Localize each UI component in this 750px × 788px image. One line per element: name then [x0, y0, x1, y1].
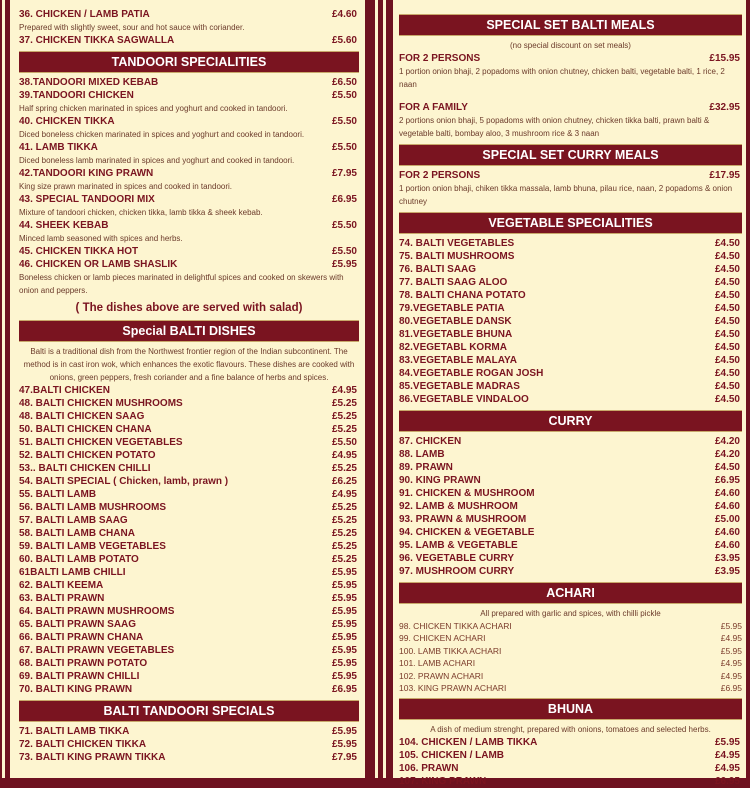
- menu-item: 48. BALTI CHICKEN MUSHROOMS £5.25: [19, 398, 357, 409]
- menu-item: 58. BALTI LAMB CHANA £5.25: [19, 528, 357, 539]
- menu-item: 43. SPECIAL TANDOORI MIX £6.95: [19, 194, 357, 205]
- section-banner-set-curry: SPECIAL SET CURRY MEALS: [399, 144, 742, 166]
- section-banner-vegetable: VEGETABLE SPECIALITIES: [399, 212, 742, 234]
- section-banner-set-balti: SPECIAL SET BALTI MEALS: [399, 14, 742, 36]
- balti-tandoori-list: [19, 725, 359, 764]
- menu-item: 102. PRAWN ACHARI £4.95: [399, 670, 742, 681]
- menu-item: 61BALTI LAMB CHILLI £5.95: [19, 567, 357, 578]
- item-description: 1 portion onion bhaji, 2 popadoms with onion chutney, chicken balti, vegetable balti, 1 rice, 2 naan: [399, 67, 725, 89]
- menu-item: 79.VEGETABLE PATIA £4.50: [399, 303, 740, 314]
- vegetable-list: [399, 237, 742, 406]
- left-column: [10, 0, 365, 778]
- item-description: Half spring chicken marinated in spices and yoghurt and cooked in tandoori.: [19, 104, 288, 113]
- menu-item: 81.VEGETABLE BHUNA £4.50: [399, 329, 740, 340]
- item-description: 1 portion onion bhaji, chiken tikka massala, lamb bhuna, pilau rice, naan, 2 popadoms & onion chutney: [399, 184, 733, 206]
- menu-item: 98. CHICKEN TIKKA ACHARI £5.95: [399, 621, 742, 631]
- menu-item: 59. BALTI LAMB VEGETABLES £5.25: [19, 541, 357, 552]
- section-banner-curry: CURRY: [399, 410, 742, 432]
- item-description: Prepared with slightly sweet, sour and hot sauce with coriander.: [19, 23, 245, 32]
- menu-item: 60. BALTI LAMB POTATO £5.25: [19, 554, 357, 565]
- item-description: Mixture of tandoori chicken, chicken tikka, lamb tikka & sheek kebab.: [19, 208, 263, 217]
- menu-item: 76. BALTI SAAG £4.50: [399, 264, 740, 275]
- menu-item: 77. BALTI SAAG ALOO £4.50: [399, 277, 740, 288]
- section-subtitle: A dish of medium strenght, prepared with onions, tomatoes and selected herbs.: [430, 725, 711, 735]
- menu-item: 38.TANDOORI MIXED KEBAB £6.50: [19, 77, 357, 88]
- menu-item: 84.VEGETABLE ROGAN JOSH £4.50: [399, 368, 740, 379]
- border-stripe: [375, 0, 378, 778]
- menu-item: 88. LAMB £4.20: [399, 449, 740, 460]
- menu-item: 72. BALTI CHICKEN TIKKA £5.95: [19, 739, 357, 750]
- achari-list: [399, 620, 742, 694]
- menu-item: 97. MUSHROOM CURRY £3.95: [399, 566, 740, 577]
- section-description: Balti is a traditional dish from the Northwest frontier region of the Indian subcontinent. The method is in cast iron wok, which enhances the exotic flavours. These dishes are cooked with onions, green peppers, fresh coriander and a fine balance of herbs and spices.: [23, 347, 355, 382]
- section-banner-balti-tandoori: BALTI TANDOORI SPECIALS: [19, 700, 359, 722]
- menu-item: 74. BALTI VEGETABLES £4.50: [399, 238, 740, 249]
- section-banner-achari: ACHARI: [399, 582, 742, 604]
- item-description: Diced boneless chicken marinated in spices and yoghurt and cooked in tandoori.: [19, 130, 305, 139]
- menu-item: 64. BALTI PRAWN MUSHROOMS £5.95: [19, 606, 357, 617]
- set-meal-item: FOR 2 PERSONS £17.95: [399, 170, 740, 181]
- menu-item: 101. LAMB ACHARI £4.95: [399, 658, 742, 669]
- set-meal-item: FOR A FAMILY £32.95: [399, 102, 740, 113]
- section-subtitle: (no special discount on set meals): [510, 41, 631, 50]
- section-subtitle: All prepared with garlic and spices, with chilli pickle: [480, 609, 661, 618]
- menu-item: 105. CHICKEN / LAMB £4.95: [399, 750, 740, 762]
- menu-item: 86.VEGETABLE VINDALOO £4.50: [399, 394, 740, 405]
- menu-item: 71. BALTI LAMB TIKKA £5.95: [19, 726, 357, 737]
- menu-item: 92. LAMB & MUSHROOM £4.60: [399, 501, 740, 512]
- item-description: Diced boneless lamb marinated in spices and yoghurt and cooked in tandoori.: [19, 156, 295, 165]
- menu-item: 67. BALTI PRAWN VEGETABLES £5.95: [19, 645, 357, 656]
- item-description: King size prawn marinated in spices and cooked in tandoori.: [19, 182, 233, 191]
- menu-item: 66. BALTI PRAWN CHANA £5.95: [19, 632, 357, 643]
- menu-item: 73. BALTI KING PRAWN TIKKA £7.95: [19, 752, 357, 763]
- item-description: 2 portions onion bhaji, 5 popadoms with onion chutney, chicken tikka balti, prawn balti & vegetable balti, bombay aloo, 3 mushroom rice & 3 naan: [399, 116, 710, 138]
- border-stripe: [2, 0, 5, 778]
- menu-item: 46. CHICKEN OR LAMB SHASLIK £5.95: [19, 259, 357, 270]
- section-banner-bhuna: BHUNA: [399, 698, 742, 720]
- salad-note: ( The dishes above are served with salad): [75, 302, 303, 314]
- menu-item: 53.. BALTI CHICKEN CHILLI £5.25: [19, 463, 357, 474]
- menu-item: 75. BALTI MUSHROOMS £4.50: [399, 251, 740, 262]
- menu-item: 50. BALTI CHICKEN CHANA £5.25: [19, 424, 357, 435]
- menu-item: 70. BALTI KING PRAWN £6.95: [19, 684, 357, 695]
- menu-item: 107. KING PRAWN £6.95: [399, 776, 740, 788]
- menu-item: 91. CHICKEN & MUSHROOM £4.60: [399, 488, 740, 499]
- section-banner-balti: Special BALTI DISHES: [19, 320, 359, 342]
- menu-item: 87. CHICKEN £4.20: [399, 436, 740, 447]
- item-description: Boneless chicken or lamb pieces marinated in delightful spices and cooked on skewers with onion and peppers.: [19, 273, 344, 295]
- item-description: Minced lamb seasoned with spices and herbs.: [19, 234, 183, 243]
- bhuna-list: [399, 736, 742, 788]
- menu-item: 54. BALTI SPECIAL ( Chicken, lamb, prawn ) £6.25: [19, 476, 357, 487]
- menu-item: 78. BALTI CHANA POTATO £4.50: [399, 290, 740, 301]
- menu-item: 95. LAMB & VEGETABLE £4.60: [399, 540, 740, 551]
- menu-item: 48. BALTI CHICKEN SAAG £5.25: [19, 411, 357, 422]
- menu-item: 83.VEGETABLE MALAYA £4.50: [399, 355, 740, 366]
- menu-item: 96. VEGETABLE CURRY £3.95: [399, 553, 740, 564]
- border-stripe: [383, 0, 386, 778]
- menu-item: 63. BALTI PRAWN £5.95: [19, 593, 357, 604]
- menu-item: 90. KING PRAWN £6.95: [399, 475, 740, 486]
- menu-item: 65. BALTI PRAWN SAAG £5.95: [19, 619, 357, 630]
- menu-item: 89. PRAWN £4.50: [399, 462, 740, 473]
- balti-list: [19, 384, 359, 696]
- menu-item: 103. KING PRAWN ACHARI £6.95: [399, 683, 742, 694]
- menu-item: 45. CHICKEN TIKKA HOT £5.50: [19, 246, 357, 257]
- menu-item: 56. BALTI LAMB MUSHROOMS £5.25: [19, 502, 357, 513]
- menu-item: 36. CHICKEN / LAMB PATIA £4.60: [19, 9, 357, 20]
- menu-item: 104. CHICKEN / LAMB TIKKA £5.95: [399, 737, 740, 749]
- set-meal-item: FOR 2 PERSONS £15.95: [399, 53, 740, 64]
- menu-item: 39.TANDOORI CHICKEN £5.50: [19, 90, 357, 101]
- menu-item: 82.VEGETABL KORMA £4.50: [399, 342, 740, 353]
- menu-item: 62. BALTI KEEMA £5.95: [19, 580, 357, 591]
- menu-item: 57. BALTI LAMB SAAG £5.25: [19, 515, 357, 526]
- menu-item: 40. CHICKEN TIKKA £5.50: [19, 116, 357, 127]
- right-column: [393, 0, 746, 788]
- menu-item: 80.VEGETABLE DANSK £4.50: [399, 316, 740, 327]
- menu-item: 41. LAMB TIKKA £5.50: [19, 142, 357, 153]
- menu-item: 68. BALTI PRAWN POTATO £5.95: [19, 658, 357, 669]
- curry-list: [399, 435, 742, 578]
- menu-item: 51. BALTI CHICKEN VEGETABLES £5.50: [19, 437, 357, 448]
- menu-item: 44. SHEEK KEBAB £5.50: [19, 220, 357, 231]
- menu-item: 47.BALTI CHICKEN £4.95: [19, 385, 357, 396]
- menu-item: 99. CHICKEN ACHARI £4.95: [399, 633, 742, 644]
- menu-item: 100. LAMB TIKKA ACHARI £5.95: [399, 645, 742, 656]
- menu-item: 106. PRAWN £4.95: [399, 763, 740, 775]
- menu-item: 93. PRAWN & MUSHROOM £5.00: [399, 514, 740, 525]
- menu-item: 69. BALTI PRAWN CHILLI £5.95: [19, 671, 357, 682]
- menu-item: 42.TANDOORI KING PRAWN £7.95: [19, 168, 357, 179]
- menu-item: 55. BALTI LAMB £4.95: [19, 489, 357, 500]
- menu-item: 37. CHICKEN TIKKA SAGWALLA £5.60: [19, 35, 357, 46]
- section-banner-tandoori: TANDOORI SPECIALITIES: [19, 51, 359, 73]
- menu-item: 52. BALTI CHICKEN POTATO £4.95: [19, 450, 357, 461]
- menu-item: 85.VEGETABLE MADRAS £4.50: [399, 381, 740, 392]
- menu-item: 94. CHICKEN & VEGETABLE £4.60: [399, 527, 740, 538]
- tandoori-list: [19, 76, 359, 297]
